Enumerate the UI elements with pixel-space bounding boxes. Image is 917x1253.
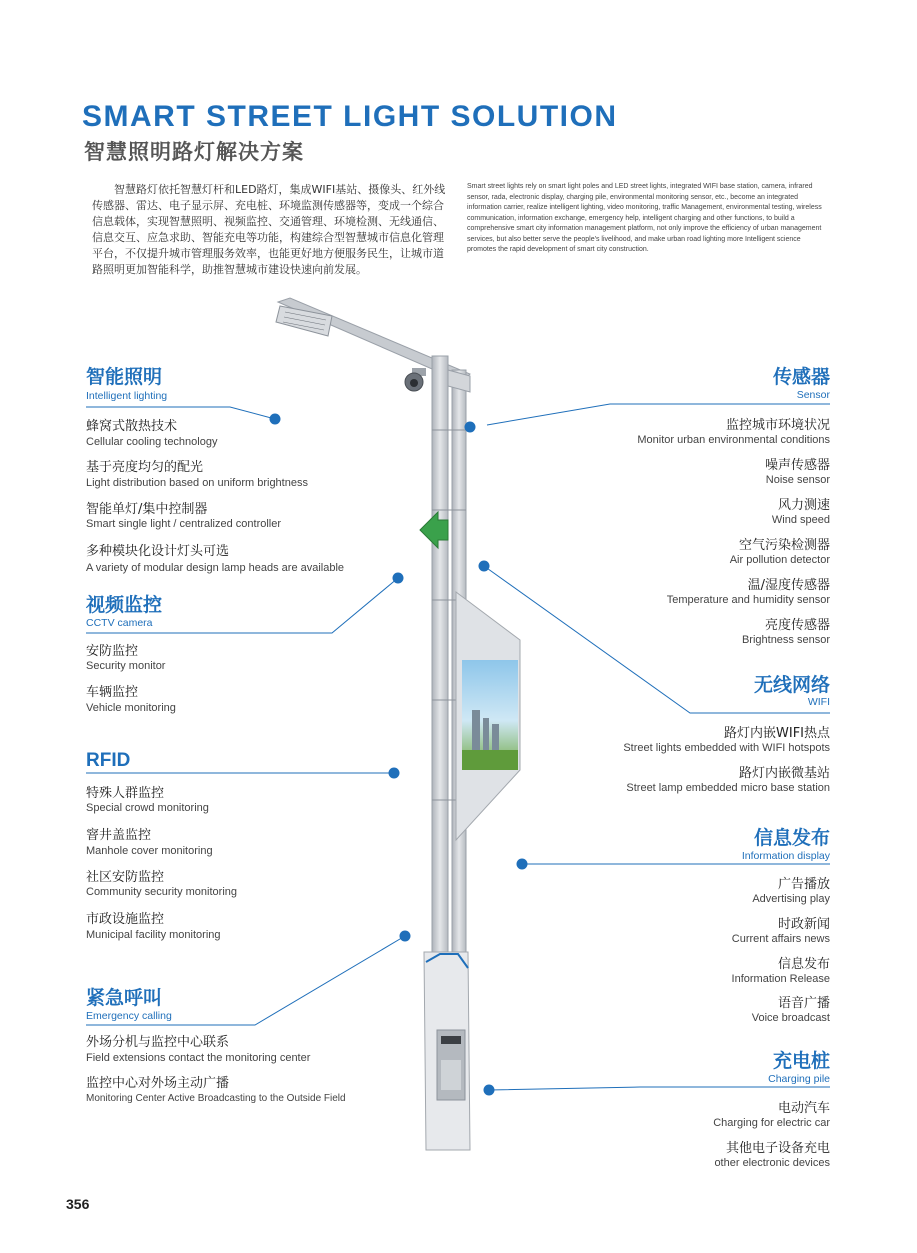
list-item-en: Municipal facility monitoring <box>86 929 221 941</box>
list-item-en: Cellular cooling technology <box>86 436 218 448</box>
list-item-en: Smart single light / centralized controller <box>86 518 282 530</box>
list-item-en: Advertising play <box>752 893 830 905</box>
section-subtitle-lighting: Intelligent lighting <box>86 390 168 402</box>
section-subtitle-charging: Charging pile <box>768 1073 830 1085</box>
intro-paragraph-en: Smart street lights rely on smart light poles and LED street lights, integrated WIFI base station, camera, infrared sensor, rada, electronic display, charging pile, environmental monitoring sensor, etc., become an integrated information carrier, realize intelligent lighting, video monitoring, traffic Management, environmental testing, wireless communication, information exchange, emergency help, intelligent charging and other functions, to build a comprehensive smart city information management platform, not only improve the efficiency of urban management services, but also better serve the people's livelihood, and make urban road lighting more Intelligent science promotes the rapid development of smart city construction. <box>467 183 822 253</box>
display-panel <box>456 592 520 840</box>
list-item-cn: 信息发布 <box>777 957 830 972</box>
list-item-en: other electronic devices <box>714 1157 830 1169</box>
list-item-cn: 市政设施监控 <box>86 912 165 927</box>
section-subtitle-display: Information display <box>741 850 830 862</box>
list-item-cn: 电动汽车 <box>777 1101 830 1116</box>
camera-icon <box>405 368 426 391</box>
list-item-en: Street lights embedded with WIFI hotspots <box>623 742 830 754</box>
list-item-cn: 语音广播 <box>777 996 830 1011</box>
list-item-cn: 蜂窝式散热技术 <box>86 419 178 434</box>
list-item-en: Community security monitoring <box>86 886 237 898</box>
list-item-en: A variety of modular design lamp heads are available <box>86 562 345 574</box>
list-item-en: Street lamp embedded micro base station <box>626 782 830 794</box>
pole-base <box>424 952 470 1150</box>
page-title-cn: 智慧照明路灯解决方案 <box>84 140 304 164</box>
list-item-cn: 空气污染检测器 <box>738 538 830 553</box>
list-item-cn: 特殊人群监控 <box>86 786 165 801</box>
list-item-cn: 监控中心对外场主动广播 <box>86 1076 230 1091</box>
list-item-en: Security monitor <box>86 660 166 672</box>
list-item-en: Wind speed <box>771 514 830 526</box>
page-title-en: SMART STREET LIGHT SOLUTION <box>82 100 618 133</box>
list-item-cn: 广告播放 <box>777 877 830 892</box>
list-item-cn: 社区安防监控 <box>86 870 165 885</box>
page-number: 356 <box>66 1196 90 1212</box>
list-item-cn: 路灯内嵌微基站 <box>738 766 830 781</box>
section-title-charging: 充电桩 <box>772 1050 830 1072</box>
list-item-en: Monitoring Center Active Broadcasting to the Outside Field <box>86 1093 346 1104</box>
list-item-cn: 安防监控 <box>86 644 139 659</box>
list-item-en: Monitor urban environmental conditions <box>637 434 830 446</box>
section-title-rfid: RFID <box>86 750 131 771</box>
list-item-en: Special crowd monitoring <box>86 802 209 814</box>
intro-paragraph-cn: 智慧路灯依托智慧灯杆和LED路灯，集成WIFI基站、摄像头、红外线传感器、雷达、电子显示屏、充电桩、环境监测传感器等，变成一个综合信息载体，实现智慧照明、视频监控、交通管理、环境检测、无线通信、信息交互、应急求助、智能充电等功能，构建综合型智慧城市信息化管理平台，不仅提升城市管理服务效率，也能更好地方便服务民生，让城市道路照明更加智能科学，助推智慧城市建设快速向前发展。 <box>92 183 446 276</box>
list-item-cn: 温/湿度传感器 <box>747 578 830 593</box>
list-item-en: Light distribution based on uniform brightness <box>86 477 308 489</box>
list-item-en: Information Release <box>731 973 830 985</box>
list-item-en: Manhole cover monitoring <box>86 845 213 857</box>
list-item-en: Voice broadcast <box>751 1012 830 1024</box>
section-subtitle-cctv: CCTV camera <box>86 617 153 629</box>
section-title-emergency: 紧急呼叫 <box>86 987 163 1009</box>
section-title-wifi: 无线网络 <box>753 674 830 696</box>
list-item-en: Field extensions contact the monitoring center <box>86 1052 311 1064</box>
list-item-cn: 路灯内嵌WIFI热点 <box>724 726 830 741</box>
section-title-sensor: 传感器 <box>772 366 830 388</box>
list-item-cn: 基于亮度均匀的配光 <box>86 460 204 475</box>
list-item-en: Noise sensor <box>765 474 830 486</box>
list-item-cn: 亮度传感器 <box>764 618 830 633</box>
list-item-cn: 外场分机与监控中心联系 <box>86 1035 230 1050</box>
list-item-cn: 智能单灯/集中控制器 <box>86 502 208 517</box>
list-item-en: Charging for electric car <box>713 1117 830 1129</box>
list-item-cn: 车辆监控 <box>86 685 139 700</box>
section-subtitle-emergency: Emergency calling <box>86 1010 172 1022</box>
list-item-en: Temperature and humidity sensor <box>666 594 830 606</box>
section-subtitle-sensor: Sensor <box>796 389 830 401</box>
section-subtitle-wifi: WIFI <box>807 696 830 708</box>
list-item-cn: 噪声传感器 <box>764 458 830 473</box>
list-item-en: Current affairs news <box>731 933 830 945</box>
list-item-cn: 窨井盖监控 <box>86 828 152 843</box>
section-title-cctv: 视频监控 <box>86 594 163 616</box>
list-item-cn: 时政新闻 <box>777 917 830 932</box>
list-item-cn: 多种模块化设计灯头可选 <box>86 544 230 559</box>
list-item-cn: 监控城市环境状况 <box>725 418 830 433</box>
list-item-en: Air pollution detector <box>729 554 830 566</box>
list-item-en: Vehicle monitoring <box>86 702 176 714</box>
list-item-en: Brightness sensor <box>741 634 830 646</box>
section-title-display: 信息发布 <box>753 827 830 849</box>
list-item-cn: 风力测速 <box>777 498 830 513</box>
section-title-lighting: 智能照明 <box>86 366 163 388</box>
list-item-cn: 其他电子设备充电 <box>725 1141 830 1156</box>
